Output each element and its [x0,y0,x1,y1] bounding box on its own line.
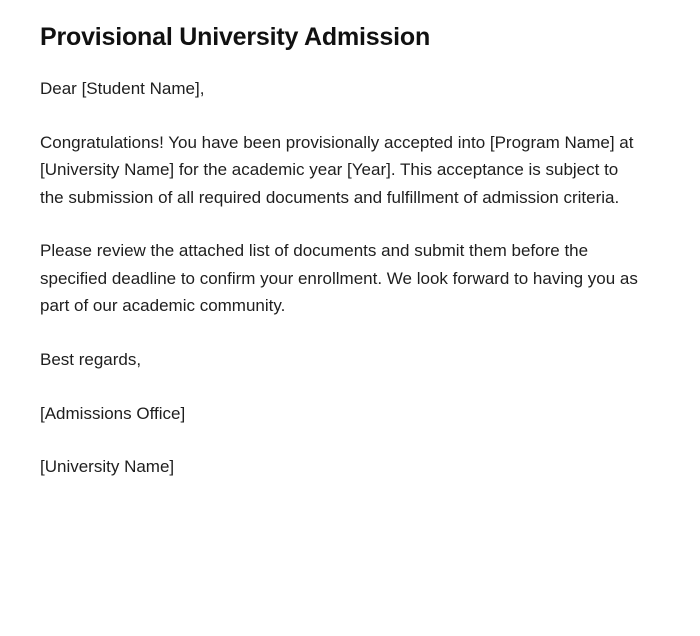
closing-text: Best regards, [40,349,142,369]
body-paragraph-1: Congratulations! You have been provisionally accepted into [Program Name] at [University Name] for the academic year [Year]. This acceptance is subject to the submission of all required documents and fulfillment of admission criteria. [40,132,634,207]
signature-university: [University Name] [40,457,175,477]
page-title: Provisional University Admission [40,23,431,51]
body-paragraph-2: Please review the attached list of documents and submit them before the specified deadline to confirm your enrollment. We look forward to having you as part of our academic community. [40,241,638,316]
salutation-text: Dear [Student Name], [40,79,205,99]
signature-office: [Admissions Office] [40,403,186,423]
